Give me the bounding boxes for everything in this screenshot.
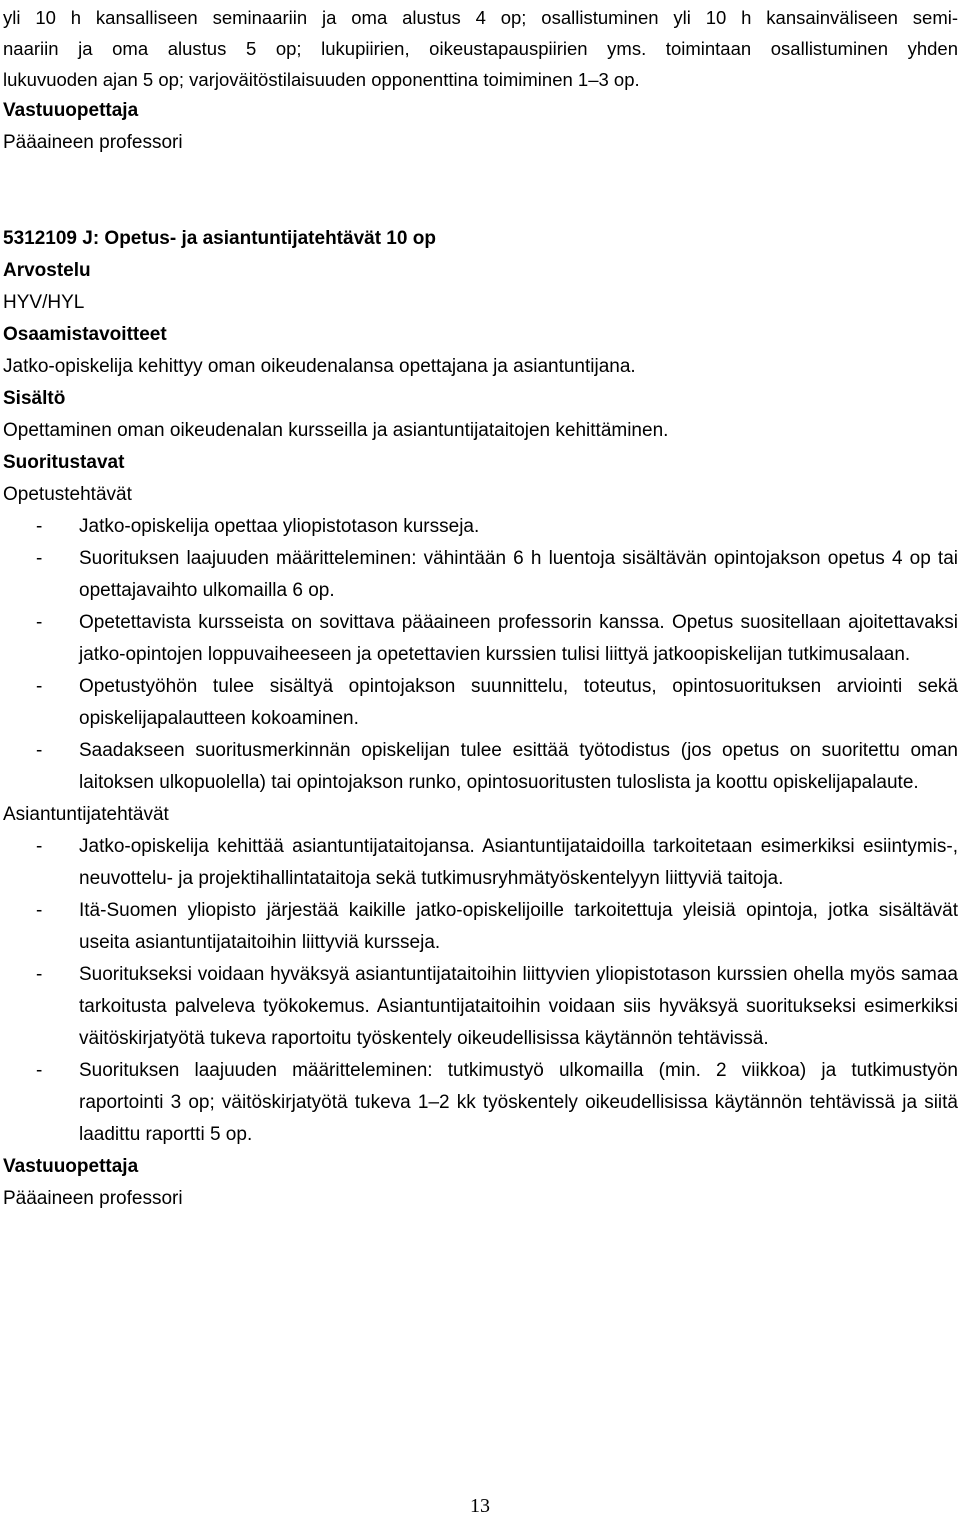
dash-marker: -	[36, 612, 43, 633]
dash-marker: -	[36, 676, 43, 697]
prev-responsible-heading: Vastuuopettaja	[3, 100, 139, 121]
list-item	[3, 959, 958, 1055]
intro-line: yli 10 h kansalliseen seminaariin ja oma alustus 4 op; osallistuminen yli 10 h kansainväliseen semi-	[3, 7, 958, 28]
completion-heading: Suoritustavat	[3, 452, 125, 473]
course-section	[3, 223, 958, 1215]
list-item	[3, 511, 958, 543]
list-item-text: Jatko-opiskelija opettaa yliopistotason kursseja.	[79, 516, 480, 537]
list-item-text: Opetustyöhön tulee sisältyä opintojakson suunnittelu, toteutus, opintosuorituksen arviointi sekä opiskelijapalautteen kokoaminen.	[79, 676, 958, 729]
list-item-text: Suorituksen laajuuden määritteleminen: tutkimustyö ulkomailla (min. 2 viikkoa) ja tutkimustyön raportointi 3 op; väitöskirjatyötä tukeva 1–2 kk työskentely oikeudellisissa käytännön tehtävissä ja siitä laadittu raportti 5 op.	[79, 1060, 958, 1145]
list-item	[3, 1055, 958, 1151]
expert-list	[3, 831, 958, 1151]
list-item	[3, 607, 958, 671]
content-heading: Sisältö	[3, 388, 66, 409]
list-item	[3, 895, 958, 959]
grading-value: HYV/HYL	[3, 292, 85, 313]
list-item-text: Saadakseen suoritusmerkinnän opiskelijan tulee esittää työtodistus (jos opetus on suoritettu oman laitoksen ulkopuolella) tai opintojakson runko, opintosuoritusten tuloslista ja koottu opiskelijapalaute.	[79, 740, 958, 793]
list-item-text: Opetettavista kursseista on sovittava pääaineen professorin kanssa. Opetus suositellaan ajoitettavaksi jatko-opintojen loppuvaiheeseen ja opetettavien kurssien tulisi liittyä jatkoopiskelijan tutkimusalaan.	[79, 612, 958, 665]
expert-subheading: Asiantuntijatehtävät	[3, 804, 169, 825]
responsible-heading: Vastuuopettaja	[3, 1156, 139, 1177]
list-item	[3, 543, 958, 607]
list-item	[3, 735, 958, 799]
list-item-text: Itä-Suomen yliopisto järjestää kaikille jatko-opiskelijoille tarkoitettuja yleisiä opintoja, jotka sisältävät useita asiantuntijataitoihin liittyviä kursseja.	[79, 900, 958, 953]
dash-marker: -	[36, 548, 43, 569]
dash-marker: -	[36, 740, 43, 761]
section-gap	[3, 159, 958, 223]
page-number: 13	[470, 1495, 490, 1517]
list-item-text: Jatko-opiskelija kehittää asiantuntijataitojansa. Asiantuntijataidoilla tarkoitetaan esimerkiksi esiintymis-, neuvottelu- ja projektihallintataitoja sekä tutkimusryhmätyöskentelyyn liittyviä taitoja.	[79, 836, 958, 889]
prev-responsible-value: Pääaineen professori	[3, 132, 183, 153]
responsible-value: Pääaineen professori	[3, 1188, 183, 1209]
teaching-list	[3, 511, 958, 799]
outcomes-heading: Osaamistavoitteet	[3, 324, 167, 345]
intro-paragraph	[3, 0, 958, 95]
content-text: Opettaminen oman oikeudenalan kursseilla ja asiantuntijataitojen kehittäminen.	[3, 420, 669, 441]
grading-heading: Arvostelu	[3, 260, 91, 281]
dash-marker: -	[36, 516, 43, 537]
list-item	[3, 671, 958, 735]
dash-marker: -	[36, 964, 43, 985]
intro-line: naariin ja oma alustus 5 op; lukupiirien, oikeustapauspiirien yms. toimintaan osallistuminen yhden	[3, 38, 958, 59]
intro-line: lukuvuoden ajan 5 op; varjoväitöstilaisuuden opponenttina toimiminen 1–3 op.	[3, 69, 640, 90]
outcomes-text: Jatko-opiskelija kehittyy oman oikeudenalansa opettajana ja asiantuntijana.	[3, 356, 636, 377]
dash-marker: -	[36, 900, 43, 921]
teaching-subheading: Opetustehtävät	[3, 484, 132, 505]
dash-marker: -	[36, 1060, 43, 1081]
course-title: 5312109 J: Opetus- ja asiantuntijatehtävät 10 op	[3, 228, 436, 249]
list-item-text: Suorituksen laajuuden määritteleminen: vähintään 6 h luentoja sisältävän opintojakson opetus 4 op tai opettajavaihto ulkomailla 6 op.	[79, 548, 958, 601]
dash-marker: -	[36, 836, 43, 857]
document-page	[3, 0, 958, 1215]
list-item	[3, 831, 958, 895]
list-item-text: Suoritukseksi voidaan hyväksyä asiantuntijataitoihin liittyvien yliopistotason kurssien ohella myös samaa tarkoitusta palveleva työkokemus. Asiantuntijataitoihin voidaan siis hyväksyä suoritukseksi esimerkiksi väitöskirjatyötä tukeva raportoitu työskentely oikeudellisissa käytännön tehtävissä.	[79, 964, 958, 1049]
